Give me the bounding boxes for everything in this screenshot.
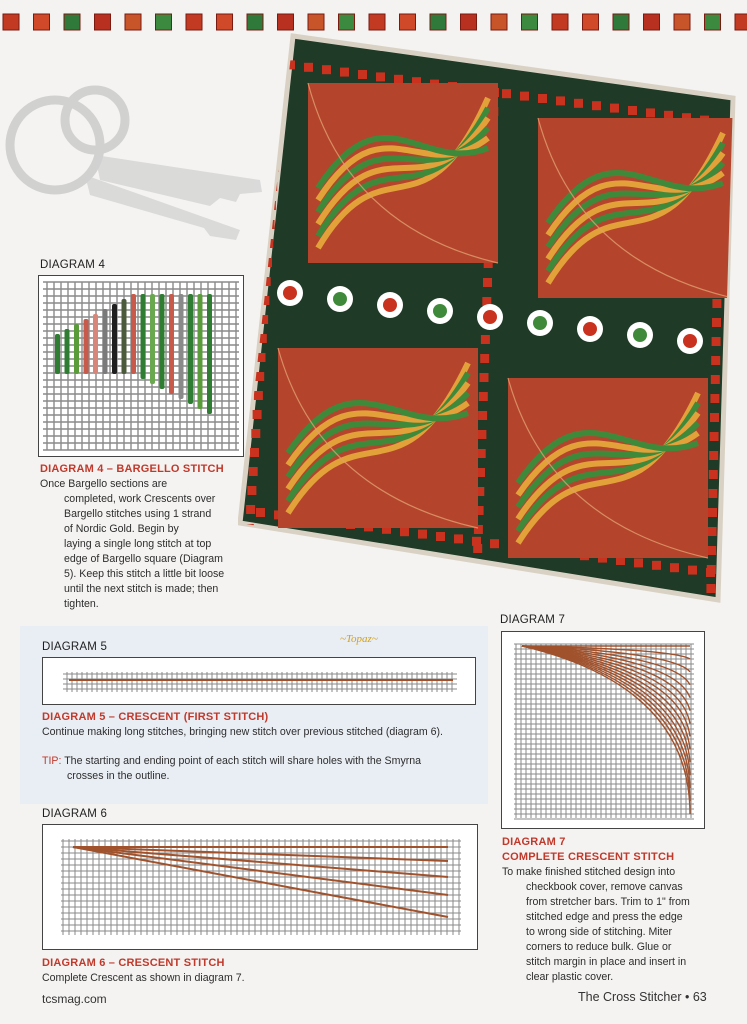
caption-line: stitched edge and press the edge	[526, 911, 683, 923]
diagram5-label: DIAGRAM 5	[42, 641, 108, 653]
diagram4-label: DIAGRAM 4	[40, 259, 106, 271]
needlepoint-photo	[238, 28, 738, 603]
diagram6-label: DIAGRAM 6	[42, 808, 108, 820]
caption-line: tighten.	[64, 598, 99, 610]
caption-line: completed, work Crescents over	[64, 493, 216, 505]
caption-line: of Nordic Gold. Begin by	[64, 523, 179, 535]
diagram5-caption: Continue making long stitches, bringing new stitch over previous stitched (diagram 6).	[42, 726, 443, 738]
diagram6-box	[42, 824, 478, 950]
diagram5-caption-title: DIAGRAM 5 – CRESCENT (FIRST STITCH)	[42, 711, 269, 723]
watermark-text: ~Topaz~	[340, 633, 378, 645]
crescent-stitch-diagram	[43, 825, 477, 949]
caption-line: clear plastic cover.	[526, 971, 614, 983]
caption-line: 5). Keep this stitch a little bit loose	[64, 568, 225, 580]
diagram7-title-line1: DIAGRAM 7	[502, 836, 566, 848]
crescent-first-stitch-diagram	[43, 658, 475, 704]
diagram7-box	[501, 631, 705, 829]
caption-line: To make finished stitched design into	[502, 866, 676, 878]
tip-line2: crosses in the outline.	[67, 770, 170, 782]
diagram6-caption-title: DIAGRAM 6 – CRESCENT STITCH	[42, 957, 225, 969]
caption-line: Once Bargello sections are	[40, 478, 168, 490]
page-footer: The Cross Stitcher • 63	[578, 990, 707, 1004]
caption-line: Bargello stitches using 1 strand	[64, 508, 212, 520]
bargello-diagram	[39, 276, 243, 456]
diagram7-label: DIAGRAM 7	[500, 614, 566, 626]
diagram4-caption	[40, 477, 240, 612]
caption-line: from stretcher bars. Trim to 1" from	[526, 896, 690, 908]
caption-line: laying a single long stitch at top	[64, 538, 212, 550]
diagram5-box	[42, 657, 476, 705]
caption-line: checkbook cover, remove canvas	[526, 881, 683, 893]
tip-block	[42, 754, 482, 784]
diagram4-caption-title: DIAGRAM 4 – BARGELLO STITCH	[40, 463, 224, 475]
diagram7-caption	[502, 865, 712, 985]
caption-line: corners to reduce bulk. Glue or	[526, 941, 672, 953]
caption-line: to wrong side of stitching. Miter	[526, 926, 673, 938]
diagram7-title-line2: COMPLETE CRESCENT STITCH	[502, 851, 675, 863]
complete-crescent-diagram	[502, 632, 704, 828]
caption-line: stitch margin in place and insert in	[526, 956, 687, 968]
tip-line1: The starting and ending point of each stitch will share holes with the Smyrna	[64, 755, 422, 767]
tip-label: TIP:	[42, 755, 62, 767]
diagram4-box	[38, 275, 244, 457]
caption-line: edge of Bargello square (Diagram	[64, 553, 223, 565]
diagram6-caption: Complete Crescent as shown in diagram 7.	[42, 972, 245, 984]
diagram7-caption-title	[502, 835, 674, 865]
caption-line: until the next stitch is made; then	[64, 583, 219, 595]
site-url: tcsmag.com	[42, 992, 107, 1006]
